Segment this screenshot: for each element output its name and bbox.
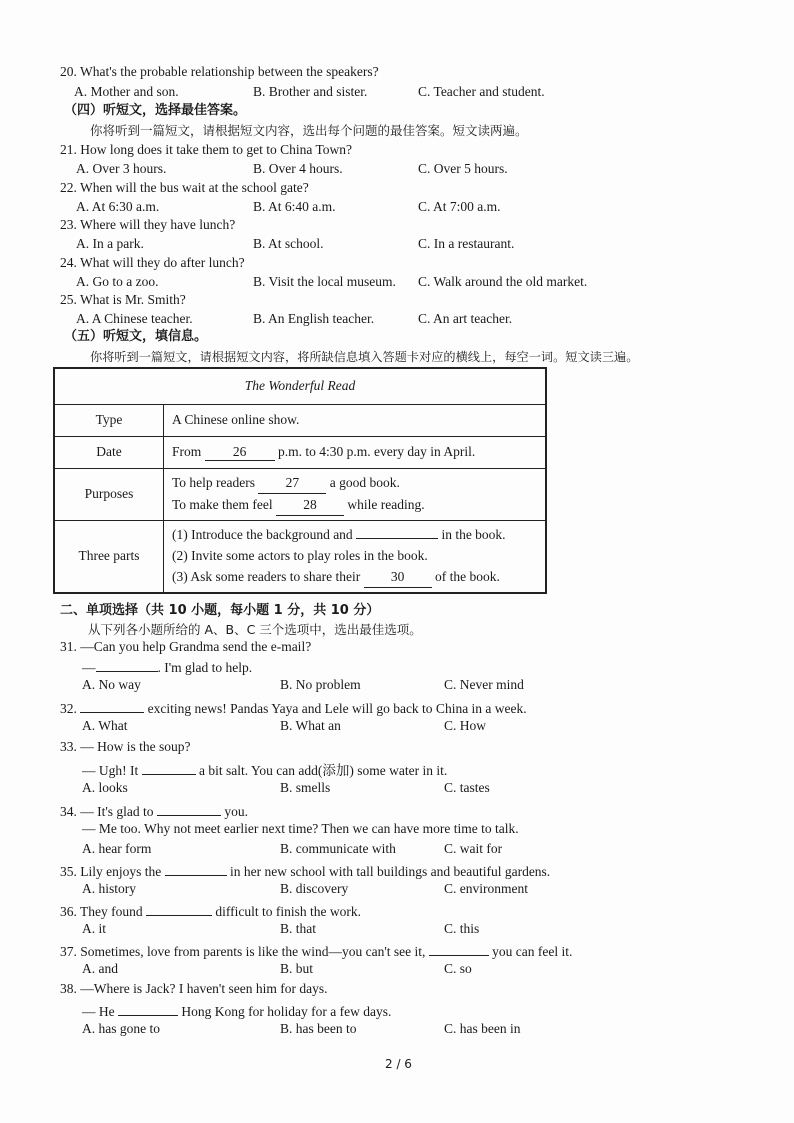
q22-option-a: A. At 6:30 a.m.: [76, 199, 160, 214]
q20-option-b: B. Brother and sister.: [253, 84, 368, 99]
question-34: 34. — It's glad to you.: [60, 801, 248, 820]
table-title: The Wonderful Read: [54, 368, 546, 404]
section-4-instructions: 你将听到一篇短文，请根据短文内容，选出每个问题的最佳答案。短文读两遍。: [90, 123, 528, 138]
q31-option-c: C. Never mind: [444, 677, 524, 692]
q31-option-a: A. No way: [82, 677, 141, 692]
q37-option-a: A. and: [82, 961, 118, 976]
q35-option-c: C. environment: [444, 881, 528, 896]
q38-option-c: C. has been in: [444, 1021, 521, 1036]
blank-28[interactable]: 28: [276, 494, 344, 516]
q35-option-b: B. discovery: [280, 881, 349, 896]
question-31: 31. —Can you help Grandma send the e-mail?: [60, 639, 312, 654]
q25-option-a: A. A Chinese teacher.: [76, 311, 193, 326]
q25-option-c: C. An art teacher.: [418, 311, 513, 326]
blank-30[interactable]: 30: [364, 566, 432, 588]
type-label: Type: [54, 404, 164, 436]
q20-option-a: A. Mother and son.: [74, 84, 179, 99]
question-22: 22. When will the bus wait at the school gate?: [60, 180, 309, 195]
q33-option-c: C. tastes: [444, 780, 490, 795]
q23-option-b: B. At school.: [253, 236, 324, 251]
q36-option-a: A. it: [82, 921, 107, 936]
q24-option-a: A. Go to a zoo.: [76, 274, 159, 289]
section-4-heading: （四）听短文，选择最佳答案。: [64, 103, 247, 118]
q21-option-c: C. Over 5 hours.: [418, 161, 508, 176]
purposes-label: Purposes: [54, 468, 164, 520]
question-33: 33. — How is the soup?: [60, 739, 191, 754]
section-5-instructions: 你将听到一篇短文，请根据短文内容，将所缺信息填入答题卡对应的横线上，每空一词。短文读三遍。: [90, 350, 639, 364]
section-5-heading: （五）听短文，填信息。: [64, 329, 208, 344]
part-2-heading: 二、单项选择（共 10 小题，每小题 1 分，共 10 分）: [60, 603, 380, 618]
q38-option-b: B. has been to: [280, 1021, 357, 1036]
q38-option-a: A. has gone to: [82, 1021, 160, 1036]
q35-option-a: A. history: [82, 881, 136, 896]
question-25: 25. What is Mr. Smith?: [60, 292, 186, 307]
q34-option-c: C. wait for: [444, 841, 503, 856]
blank-26[interactable]: 26: [205, 444, 275, 461]
date-label: Date: [54, 436, 164, 468]
blank-31[interactable]: [96, 657, 158, 672]
q23-option-a: A. In a park.: [76, 236, 144, 251]
q25-option-b: B. An English teacher.: [253, 311, 375, 326]
part-2-instructions: 从下列各小题所给的 A、B、C 三个选项中，选出最佳选项。: [88, 622, 422, 637]
q32-option-b: B. What an: [280, 718, 341, 733]
question-32: 32. exciting news! Pandas Yaya and Lele will go back to China in a week.: [60, 698, 527, 717]
blank-33[interactable]: [142, 760, 196, 775]
question-34-line-2: — Me too. Why not meet earlier next time? Then we can have more time to talk.: [82, 821, 519, 836]
q33-option-b: B. smells: [280, 780, 331, 795]
type-value: A Chinese online show.: [164, 404, 547, 436]
question-33-line-2: — Ugh! It a bit salt. You can add(添加) some water in it.: [82, 760, 447, 779]
question-21: 21. How long does it take them to get to China Town?: [60, 142, 353, 157]
q22-option-b: B. At 6:40 a.m.: [253, 199, 336, 214]
question-24: 24. What will they do after lunch?: [60, 255, 245, 270]
three-parts-value: (1) Introduce the background and in the book. (2) Invite some actors to play roles in the book. (3) Ask some readers to share their 30 of the book.: [164, 520, 547, 593]
question-38: 38. —Where is Jack? I haven't seen him for days.: [60, 981, 328, 996]
q34-option-b: B. communicate with: [280, 841, 396, 856]
blank-27[interactable]: 27: [258, 472, 326, 494]
blank-34[interactable]: [157, 801, 221, 816]
q33-option-a: A. looks: [82, 780, 128, 795]
q21-option-a: A. Over 3 hours.: [76, 161, 167, 176]
date-value: From 26 p.m. to 4:30 p.m. every day in April.: [164, 436, 547, 468]
q23-option-c: C. In a restaurant.: [418, 236, 515, 251]
blank-36[interactable]: [146, 901, 212, 916]
q37-option-b: B. but: [280, 961, 314, 976]
info-table: [53, 367, 547, 594]
question-20: 20. What's the probable relationship between the speakers?: [60, 64, 379, 79]
question-31-line-2: — . I'm glad to help.: [82, 657, 252, 676]
blank-35[interactable]: [165, 861, 227, 876]
q24-option-b: B. Visit the local museum.: [253, 274, 396, 289]
q37-option-c: C. so: [444, 961, 472, 976]
blank-37[interactable]: [429, 941, 489, 956]
part-2-text: (2) Invite some actors to play roles in the book.: [172, 548, 428, 564]
question-23: 23. Where will they have lunch?: [60, 217, 236, 232]
q22-option-c: C. At 7:00 a.m.: [418, 199, 501, 214]
q24-option-c: C. Walk around the old market.: [418, 274, 588, 289]
question-37: 37. Sometimes, love from parents is like the wind—you can't see it, you can feel it.: [60, 941, 572, 960]
three-parts-label: Three parts: [54, 520, 164, 593]
blank-32[interactable]: [80, 698, 144, 713]
blank-29[interactable]: [356, 524, 438, 539]
q20-option-c: C. Teacher and student.: [418, 84, 545, 99]
question-35: 35. Lily enjoys the in her new school with tall buildings and beautiful gardens.: [60, 861, 550, 880]
q34-option-a: A. hear form: [82, 841, 152, 856]
q36-option-c: C. this: [444, 921, 480, 936]
q31-option-b: B. No problem: [280, 677, 361, 692]
q32-option-a: A. What: [82, 718, 128, 733]
q21-option-b: B. Over 4 hours.: [253, 161, 343, 176]
question-38-line-2: — He Hong Kong for holiday for a few days.: [82, 1001, 391, 1020]
question-36: 36. They found difficult to finish the work.: [60, 901, 361, 920]
q36-option-b: B. that: [280, 921, 316, 936]
blank-38[interactable]: [118, 1001, 178, 1016]
purposes-value: To help readers 27 a good book. To make them feel 28 while reading.: [164, 468, 547, 520]
page-number: 2 / 6: [385, 1057, 412, 1071]
q32-option-c: C. How: [444, 718, 487, 733]
